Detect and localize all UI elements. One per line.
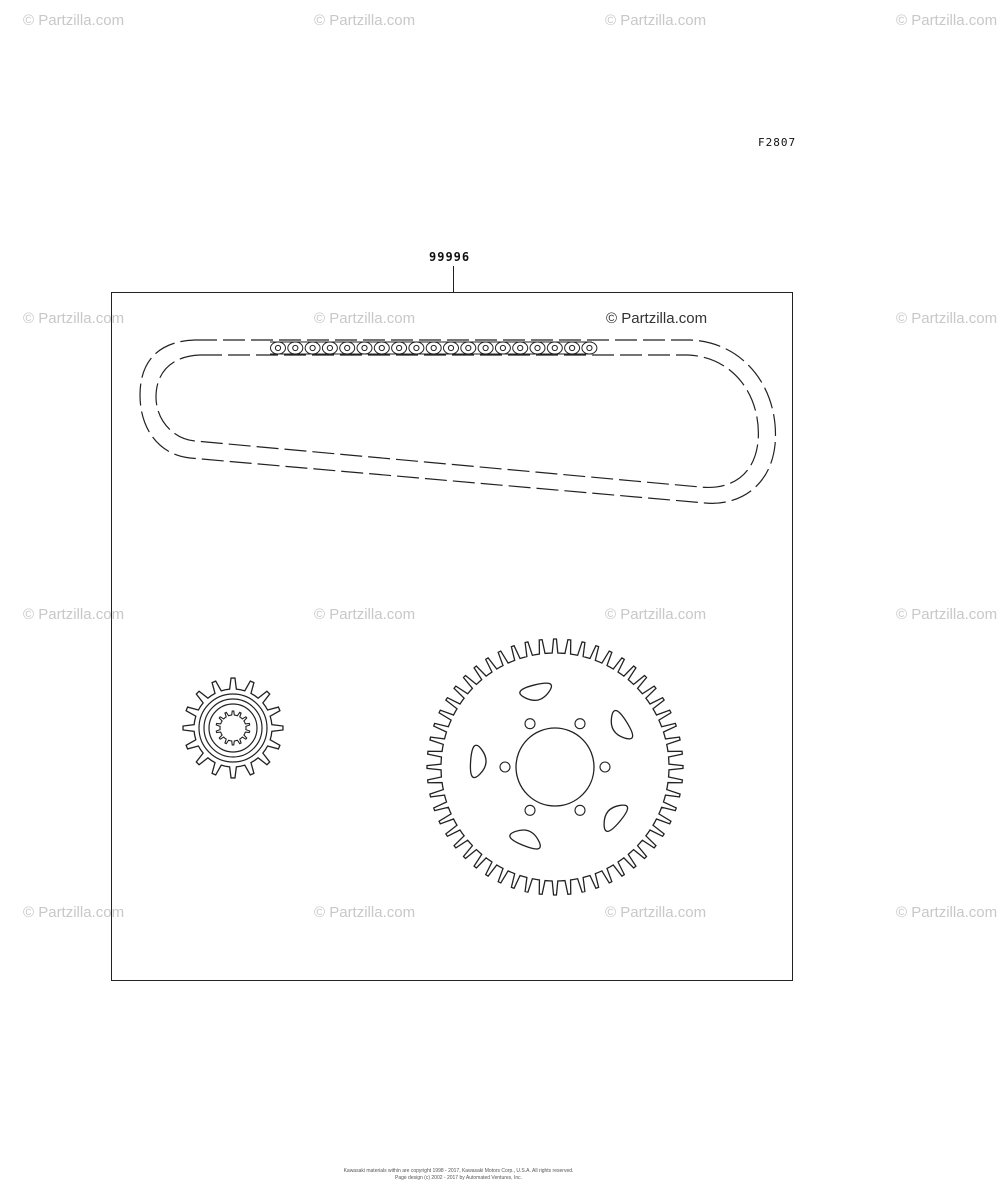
chain-pin: [414, 345, 419, 350]
chain-pin: [397, 345, 402, 350]
watermark: © Partzilla.com: [896, 904, 997, 921]
watermark: © Partzilla.com: [605, 606, 707, 623]
figure-code: F2807: [758, 136, 797, 149]
watermark: © Partzilla.com: [896, 606, 997, 623]
footer-copyright: Kawasaki materials within are copyright 1998 - 2017, Kawasaki Motors Corp., U.S.A. All rights reserved.: [343, 1168, 574, 1174]
chain-pin: [570, 345, 575, 350]
chain-pin: [362, 345, 367, 350]
watermark: © Partzilla.com: [605, 12, 707, 29]
watermark: © Partzilla.com: [314, 606, 416, 623]
watermark: © Partzilla.com: [314, 12, 416, 29]
rear-sprocket-teeth: [427, 639, 683, 895]
chain-pin: [483, 345, 488, 350]
chain-pin: [535, 345, 540, 350]
chain-pin: [518, 345, 523, 350]
watermark: © Partzilla.com: [314, 310, 416, 327]
part-number-callout[interactable]: 99996: [429, 250, 471, 264]
chain-pin: [310, 345, 315, 350]
rear-sprocket-bolt-hole: [600, 762, 610, 772]
rear-sprocket-bolt-hole: [525, 719, 535, 729]
chain-pin: [466, 345, 471, 350]
drive-chain[interactable]: [140, 340, 775, 503]
watermark: © Partzilla.com: [896, 12, 997, 29]
rear-sprocket[interactable]: [427, 639, 683, 895]
chain-pin: [448, 345, 453, 350]
watermark: © Partzilla.com: [23, 12, 125, 29]
diagram-copyright: © Partzilla.com: [606, 310, 708, 327]
rear-sprocket-bolt-hole: [500, 762, 510, 772]
chain-pin: [587, 345, 592, 350]
chain-pin: [293, 345, 298, 350]
watermark: © Partzilla.com: [314, 904, 416, 921]
rear-sprocket-bolt-hole: [575, 805, 585, 815]
chain-pin: [552, 345, 557, 350]
front-sprocket[interactable]: [183, 678, 283, 778]
rear-sprocket-bolt-hole: [525, 805, 535, 815]
chain-pin: [345, 345, 350, 350]
chain-pin: [500, 345, 505, 350]
chain-pin: [275, 345, 280, 350]
watermark: © Partzilla.com: [23, 606, 125, 623]
chain-pin: [379, 345, 384, 350]
footer-design-credit: Page design (c) 2002 - 2017 by Automated Ventures, Inc.: [394, 1175, 523, 1181]
chain-pin: [327, 345, 332, 350]
rear-sprocket-bolt-hole: [575, 719, 585, 729]
watermark: © Partzilla.com: [605, 904, 707, 921]
chain-pin: [431, 345, 436, 350]
watermark: © Partzilla.com: [23, 904, 125, 921]
chain-inner-outline: [156, 355, 758, 487]
chain-outer-outline: [140, 340, 775, 503]
watermark: © Partzilla.com: [23, 310, 125, 327]
chain-links: [270, 342, 597, 354]
watermark: © Partzilla.com: [896, 310, 997, 327]
